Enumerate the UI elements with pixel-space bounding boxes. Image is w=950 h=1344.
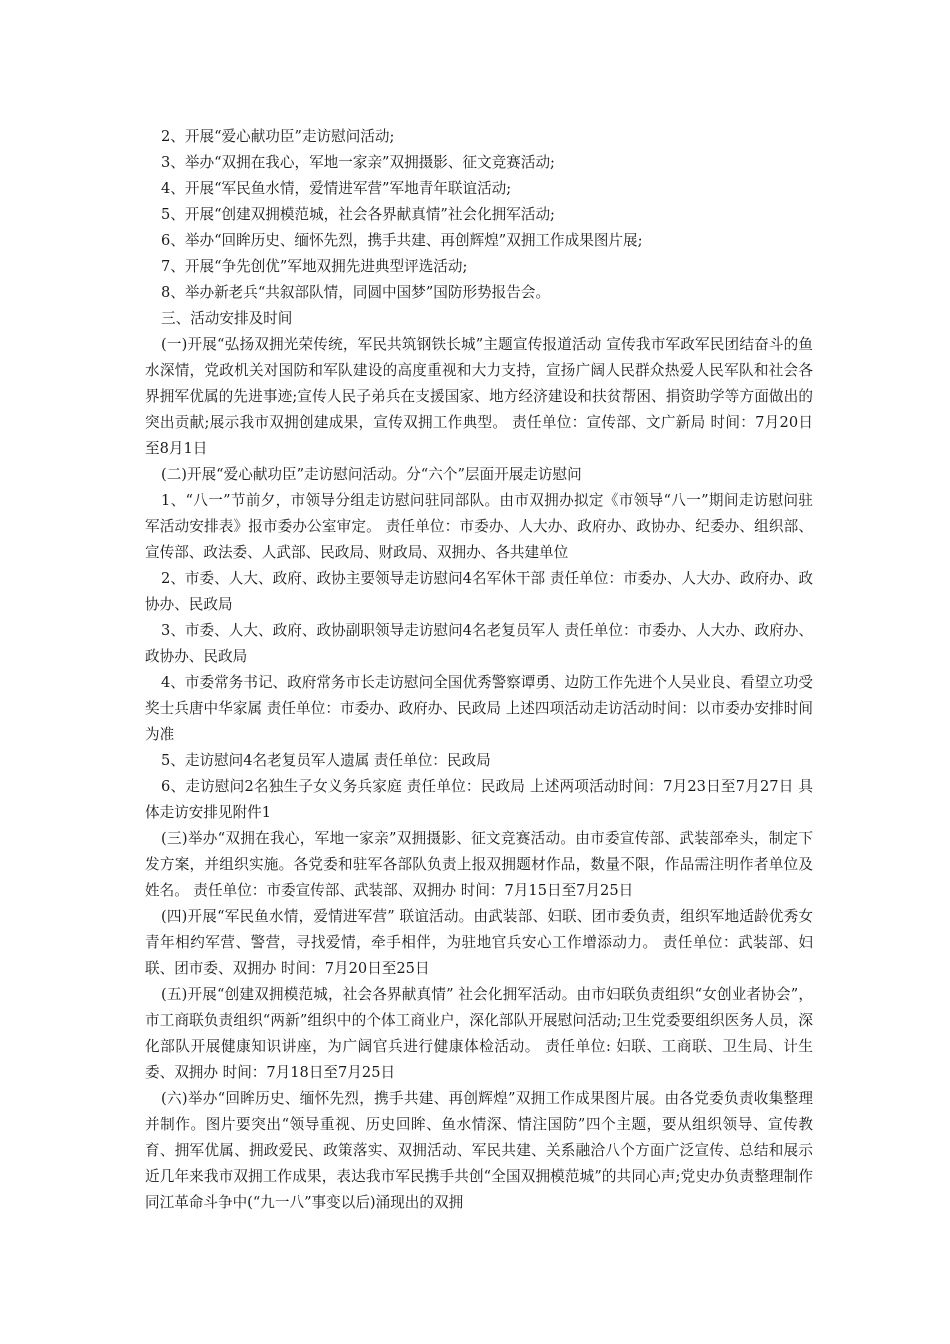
paragraph: (一)开展“弘扬双拥光荣传统，军民共筑钢铁长城”主题宣传报道活动 宣传我市军政军民团结奋斗的鱼水深情，党政机关对国防和军队建设的高度重视和大力支持，宣扬广阔人民群众热爱人民军队和社会各界拥军优属的先进事迹;宣传人民子弟兵在支援国家、地方经济建设和扶贫帮困、捐资助学等方面做出的突出贡献;展示我市双拥创建成果，宣传双拥工作典型。 责任单位：宣传部、文广新局 时间：7月20日至8月1日: [145, 336, 813, 457]
paragraph: 4、市委常务书记、政府常务市长走访慰问全国优秀警察谭勇、边防工作先进个人吴业良、看望立功受奖士兵唐中华家属 责任单位：市委办、政府办、民政局 上述四项活动走访活动时间：以市委办安排时间为准: [145, 674, 813, 743]
list-item: 2、开展“爱心献功臣”走访慰问活动;: [161, 128, 395, 145]
paragraph: 2、市委、人大、政府、政协主要领导走访慰问4名军休干部 责任单位：市委办、人大办、政府办、政协办、民政局: [145, 570, 813, 613]
list-item: 3、举办“双拥在我心，军地一家亲”双拥摄影、征文竞赛活动;: [161, 154, 555, 171]
list-item: 5、开展“创建双拥模范城，社会各界献真情”社会化拥军活动;: [161, 206, 555, 223]
paragraph: 1、“八一”节前夕，市领导分组走访慰问驻同部队。由市双拥办拟定《市领导“八一”期间走访慰问驻军活动安排表》报市委办公室审定。 责任单位：市委办、人大办、政府办、政协办、纪委办、组织部、宣传部、政法委、人武部、民政局、财政局、双拥办、各共建单位: [145, 492, 813, 561]
paragraph: (五)开展“创建双拥模范城，社会各界献真情” 社会化拥军活动。由市妇联负责组织“女创业者协会”，市工商联负责组织“两新”组织中的个体工商业户，深化部队开展慰问活动;卫生党委要组织医务人员，深化部队开展健康知识讲座，为广阔官兵进行健康体检活动。 责任单位: 妇联、工商联、卫生局、计生委、双拥办 时间：7月18日至7月25日: [145, 986, 813, 1081]
paragraph: (二)开展“爱心献功臣”走访慰问活动。分“六个”层面开展走访慰问: [161, 466, 582, 483]
paragraph: (三)举办“双拥在我心，军地一家亲”双拥摄影、征文竞赛活动。由市委宣传部、武装部牵头，制定下发方案，并组织实施。各党委和驻军各部队负责上报双拥题材作品，数量不限，作品需注明作者单位及姓名。 责任单位：市委宣传部、武装部、双拥办 时间：7月15日至7月25日: [145, 830, 813, 899]
section-heading: 三、活动安排及时间: [161, 310, 293, 327]
paragraph: (四)开展“军民鱼水情，爱情进军营” 联谊活动。由武装部、妇联、团市委负责，组织军地适龄优秀女青年相约军营、警营，寻找爱情，牵手相伴，为驻地官兵安心工作增添动力。 责任单位：武装部、妇联、团市委、双拥办 时间：7月20日至25日: [145, 908, 813, 977]
paragraph: 6、走访慰问2名独生子女义务兵家庭 责任单位：民政局 上述两项活动时间：7月23日至7月27日 具体走访安排见附件1: [145, 778, 813, 821]
list-item: 7、开展“争先创优”军地双拥先进典型评选活动;: [161, 258, 468, 275]
paragraph: 5、走访慰问4名老复员军人遗属 责任单位：民政局: [161, 752, 491, 769]
list-item: 8、举办新老兵“共叙部队情，同圆中国梦”国防形势报告会。: [161, 284, 551, 301]
paragraph: (六)举办“回眸历史、缅怀先烈，携手共建、再创辉煌”双拥工作成果图片展。由各党委负责收集整理并制作。图片要突出“领导重视、历史回眸、鱼水情深、情注国防”四个主题，要从组织领导、宣传教育、拥军优属、拥政爱民、政策落实、双拥活动、军民共建、关系融洽八个方面广泛宣传、总结和展示近几年来我市双拥工作成果，表达我市军民携手共创“全国双拥模范城”的共同心声;党史办负责整理制作同江革命斗争中(“九一八”事变以后)涌现出的双拥: [145, 1090, 813, 1211]
list-item: 6、举办“回眸历史、缅怀先烈，携手共建、再创辉煌”双拥工作成果图片展;: [161, 232, 643, 249]
paragraph: 3、市委、人大、政府、政协副职领导走访慰问4名老复员军人 责任单位：市委办、人大办、政府办、政协办、民政局: [145, 622, 813, 665]
list-item: 4、开展“军民鱼水情，爱情进军营”军地青年联谊活动;: [161, 180, 512, 197]
document-body: [145, 124, 813, 1216]
